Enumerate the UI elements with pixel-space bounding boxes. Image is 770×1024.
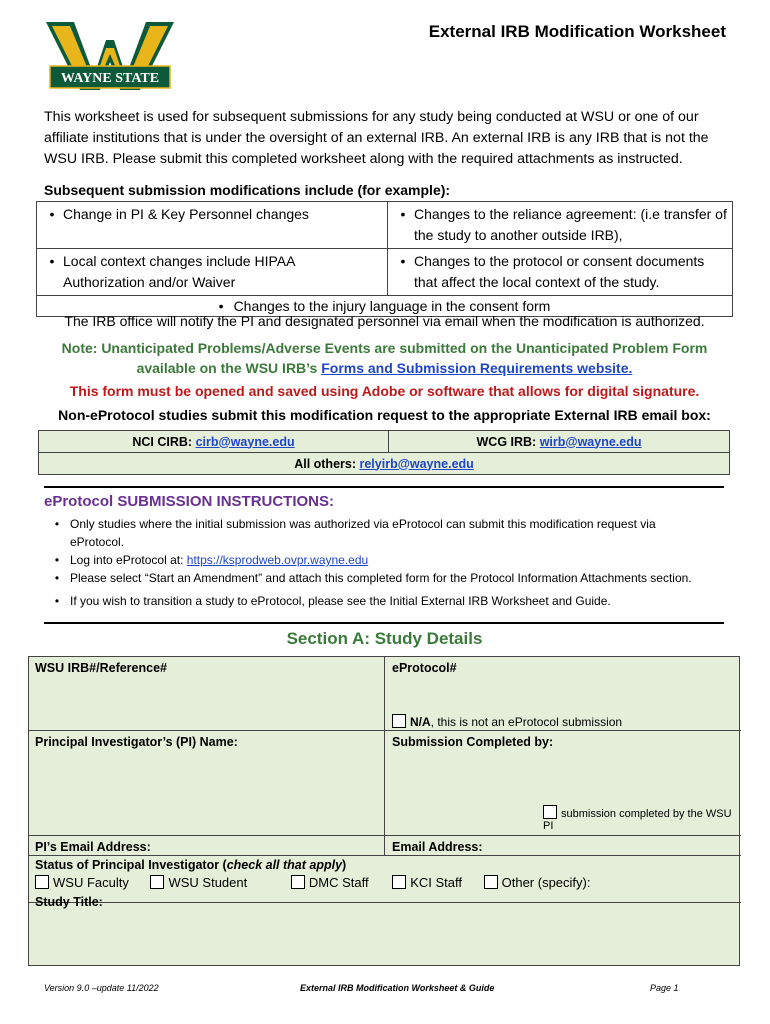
pi-email-label: PI’s Email Address:: [35, 840, 151, 854]
footer-page: Page 1: [650, 983, 679, 993]
status-option-kci-staff[interactable]: KCI Staff: [392, 875, 462, 890]
status-option-other[interactable]: Other (specify):: [484, 875, 591, 890]
email-boxes-table: NCI CIRB: cirb@wayne.edu WCG IRB: wirb@wayne.edu All others: relyirb@wayne.edu: [38, 430, 730, 475]
adobe-warning: This form must be opened and saved using Adobe or software that allows for digital signature.: [69, 383, 700, 399]
unanticipated-note: Note: Unanticipated Problems/Adverse Events are submitted on the Unanticipated Problem Form available on the WSU IRB’s Forms and Submission Requirements website.: [61, 340, 708, 376]
divider: [44, 486, 724, 488]
eprotocol-link[interactable]: https://ksprodweb.ovpr.wayne.edu: [186, 553, 369, 567]
study-details-form: [28, 656, 740, 966]
intro-paragraph: This worksheet is used for subsequent submissions for any study being conducted at WSU or one of our affiliate institutions that is under the oversight of an external IRB. An external IRB is any IRB that is not the WSU IRB. Please submit this completed worksheet along with the required attachments as instructed.: [44, 109, 709, 167]
completed-by-pi-checkbox[interactable]: [543, 805, 557, 819]
eprotocol-instructions: [44, 515, 734, 610]
divider: [44, 622, 724, 624]
modifications-heading: Subsequent submission modifications include (for example):: [44, 182, 451, 198]
mod-item: Changes to the protocol or consent documents that affect the local context of the study.: [414, 253, 705, 290]
footer-version: Version 9.0 –update 11/2022: [44, 983, 159, 993]
wcg-irb-email-link[interactable]: wirb@wayne.edu: [539, 434, 642, 449]
status-option-wsu-student[interactable]: WSU Student: [150, 875, 247, 890]
eprotocol-heading: eProtocol SUBMISSION INSTRUCTIONS:: [44, 493, 335, 510]
eprotocol-number-label: eProtocol#: [392, 661, 457, 675]
nci-cirb-email-link[interactable]: cirb@wayne.edu: [195, 434, 295, 449]
list-item: • Please select “Start an Amendment” and attach this completed form for the Protocol Information Attachments section.: [54, 571, 692, 585]
pi-status-label: Status of Principal Investigator (check all that apply): [35, 858, 347, 872]
forms-requirements-link[interactable]: Forms and Submission Requirements website.: [321, 360, 633, 376]
na-checkbox-row[interactable]: N/A, this is not an eProtocol submission: [392, 714, 622, 729]
email-label: Email Address:: [392, 840, 483, 854]
logo-text: WAYNE STATE: [60, 71, 160, 86]
completed-by-label: Submission Completed by:: [392, 735, 554, 749]
completed-by-pi-row[interactable]: submission completed by the WSU PI: [543, 805, 739, 832]
section-a-title: Section A: Study Details: [286, 629, 483, 648]
non-eprotocol-instruction: Non-eProtocol studies submit this modification request to the appropriate External IRB email box:: [58, 407, 711, 423]
list-item: • If you wish to transition a study to eProtocol, please see the Initial External IRB Worksheet and Guide.: [54, 594, 611, 608]
page-title: External IRB Modification Worksheet: [428, 22, 726, 41]
status-option-dmc-staff[interactable]: DMC Staff: [291, 875, 369, 890]
na-checkbox[interactable]: [392, 714, 406, 728]
relyirb-email-link[interactable]: relyirb@wayne.edu: [359, 456, 474, 471]
footer-doc-name: External IRB Modification Worksheet & Guide: [300, 983, 495, 993]
mod-item: Changes to the reliance agreement: (i.e transfer of the study to another outside IRB),: [414, 206, 727, 243]
status-option-wsu-faculty[interactable]: WSU Faculty: [35, 875, 129, 890]
notify-text: The IRB office will notify the PI and designated personnel via email when the modification is authorized.: [64, 313, 705, 329]
modifications-table: • Change in PI & Key Personnel changes • Changes to the reliance agreement: (i.e transfer of the study to another outside IRB), • Local context changes include HIPAA Authorization and/or Waiver • Changes to the protocol or consent documents that affect the local context of the study. • Changes to the injury language in the consent form: [36, 201, 733, 317]
mod-item: Changes to the injury language in the consent form: [233, 298, 551, 314]
pi-status-options: [35, 875, 608, 890]
mod-item: Local context changes include HIPAA Authorization and/or Waiver: [63, 253, 295, 290]
study-title-label: Study Title:: [35, 895, 103, 909]
irb-reference-label: WSU IRB#/Reference#: [35, 661, 167, 675]
list-item: • Log into eProtocol at: https://ksprodweb.ovpr.wayne.edu: [54, 553, 369, 567]
wayne-state-logo: [44, 18, 176, 104]
mod-item: Change in PI & Key Personnel changes: [63, 206, 309, 222]
pi-name-label: Principal Investigator’s (PI) Name:: [35, 735, 238, 749]
list-item: • Only studies where the initial submission was authorized via eProtocol can submit this modification request via eProtocol.: [54, 517, 656, 549]
